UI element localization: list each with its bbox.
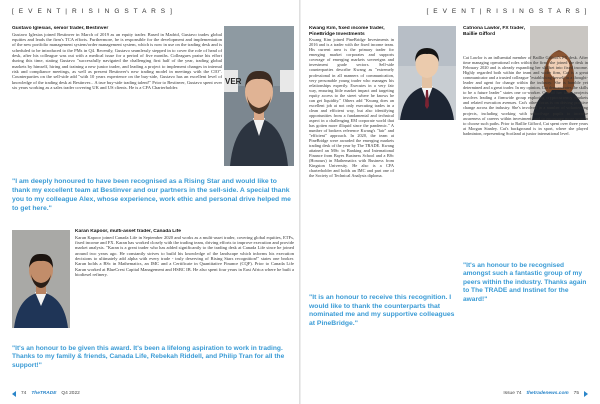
kwang-quote: "It is an honour to receive this recognition. I would like to thank the counterparts that nominated me and my supportive colleagues at PineBridge.": [309, 294, 455, 327]
page-spine: [299, 0, 301, 404]
right-footer: [503, 389, 588, 398]
catriona-body: Cat Lawlor is an influential member of Baillie Gifford's FX desk. After time managing operational roles within the firm, she joined the desk in February 2020 and is already expanding her skillset into fixed income. Highly regarded both within the team and wider firm, Cat is a great communicator and a trusted colleague "establishing herself as a thought-leader and agent for change within the industry. She is humble yet determined and a great trader. In my opinion, Cat demonstrates the skills to be a future leader" states one co-worker. One of her latest projects involves leading a firmwide group exploring cryptocurrency markets and related execution avenues. Cat's other focus is on driving positive change across the industry. She's involved in a number of volunteering projects, including working with school-age pupils to increase awareness of careers within investment, and to encourage more women to choose such paths. Prior to Baillie Gifford, Cat spent over three years at Morgan Stanley. Cat's background is in sport, where she played badminton, representing Scotland at junior international level.: [463, 55, 588, 136]
kwang-photo: [398, 26, 456, 120]
right-arrow-icon: [584, 391, 588, 397]
brand-logo: TheTRADE: [31, 391, 57, 396]
gustavo-name: Gustavo Iglesias, senior trader, Bestinver: [12, 26, 109, 31]
catriona-quote: "It's an honour to be recognised amongst such a fantastic group of my peers within the industry. Thanks again to The TRADE and Instinet for the award!": [463, 262, 587, 303]
karan-quote: "It's an honour to be given this award. It's been a lifelong aspiration to work in trading. Thanks to my family & friends, Canada Life, Rebekah Riddell, and Philip Tran for all the support!": [12, 345, 285, 369]
catriona-body-column: [463, 55, 588, 258]
left-arrow-icon: [12, 391, 16, 397]
left-footer: [12, 389, 80, 398]
gustavo-body: Gustavo Iglesias joined Bestinver in March of 2019 as an equity trader. Based in Madrid, Gustavo trades global equities and leads the firm's TCA efforts. Furthermore, he is responsible for the development and implementation of the new portfolio management system/order management system, which is now in use on the trading desk and is scheduled to be introduced to the PMs in Q4. Recently, Gustavo seamlessly stepped in to cover the role of head of desk, after his colleague was out with a medical issue for a period of five months. Colleagues praise his effort during this time, stating Gustavo "successfully navigated the challenging first half of the year, trading global markets by himself, hiring and training a new junior trader, and leading a project to implement changes in internal risk and compliance meetings, as well as present Bestinver's new trading model in meetings with the CIO". Counterparties on the sell-side add "with 10 years experience on the buy-side, Gustavo has an excellent level of knowledge of the trading desk at Bestinver... A true buy-side trading talent!" Prior to Bestinver, Gustavo spent over six years working as a sales trader covering UK and US clients. He is a CFA Charterholder.: [12, 31, 222, 91]
svg-text:VER: VER: [225, 77, 242, 86]
left-page-number: 74: [21, 391, 27, 396]
right-issue-number: Issue 74: [503, 391, 522, 396]
catriona-name: Catriona Lawlor, FX trader, Baillie Gifford: [463, 26, 525, 37]
kwang-profile: [309, 26, 394, 316]
gustavo-profile: [12, 26, 222, 176]
right-page-header: [ E V E N T | R I S I N G S T A R S ]: [426, 8, 588, 15]
kwang-body: Kwang Kim joined PineBridge Investments in 2016 and is a trader with the fixed income team. His current area is the primary trader for emerging market corporates and supports coverage of emerging markets sovereigns and investment grade sectors. Sell-side counterparties describe Kwang as "extremely professional in all manners of communication, very personable young trader who manages his relationships expertly. Executes in a very fair way, ensuring little market impact and targeting equity access to the street where he knows he can get liquidity." Others add "Kwang does an excellent job at not only executing trades in a clean and efficient way, but also identifying opportunities from a fundamental and technical aspect in a challenging EM corporate world that has gotten more illiquid since the pandemic." A number of brokers reference Kwang's "fair" and "efficient" approach. In 2020, the team at PineBridge were awarded the emerging markets trading desk of the year by The TRADE. Kwang attained an MSc in Banking and International Finance from Bayes Business School and a BSc (Honours) in Mathematics with Business from Kingston University. He also is a CFA charterholder and holds an IMC and part one of the Society of Technical Analysts diploma.: [309, 37, 394, 179]
karan-body: Karan Kapoor joined Canada Life in September 2020 and works as a multi-asset trader, covering global equities, ETFs, fixed income and FX. Karan has worked closely with the trading team, driving efforts to improve execution and provide market analysis. "Karan is a great trader who has added significantly to the trading desk at Canada Life since he joined around two years ago. He constantly strives to build his knowledge of the landscape which informs his execution decisions to ultimately add alpha with every trade - truly deserving of Rising Stars recognition!" states one broker. Karan holds a BSc in Mathematics, an IMC and a Certificate in Quantitative Finance (CQF). Prior to Canada Life Karan worked at BlueCrest Capital Management and HSBC IB. He also spent four years in East Africa where he built a biodiesel refinery.: [75, 234, 294, 277]
left-page-header: [ E V E N T | R I S I N G S T A R S ]: [12, 8, 174, 15]
karan-photo: [12, 230, 70, 328]
right-page-number: 75: [573, 391, 579, 396]
website-link[interactable]: thetradenews.com: [526, 391, 569, 396]
karan-profile: [75, 229, 294, 337]
gustavo-photo: [224, 26, 294, 166]
gustavo-quote: "I am deeply honoured to have been recognised as a Rising Star and would like to thank my excellent team at Bestinver and our partners in the sell-side. A special thank you to my colleague Alex, whose experience, work ethic and personal drive helped me to get here.": [12, 178, 291, 212]
karan-name: Karan Kapoor, multi-asset trader, Canada Life: [75, 229, 181, 234]
left-issue-date: Q4 2022: [61, 391, 80, 396]
kwang-name: Kwang Kim, fixed income trader, PineBridge Investments: [309, 26, 385, 37]
